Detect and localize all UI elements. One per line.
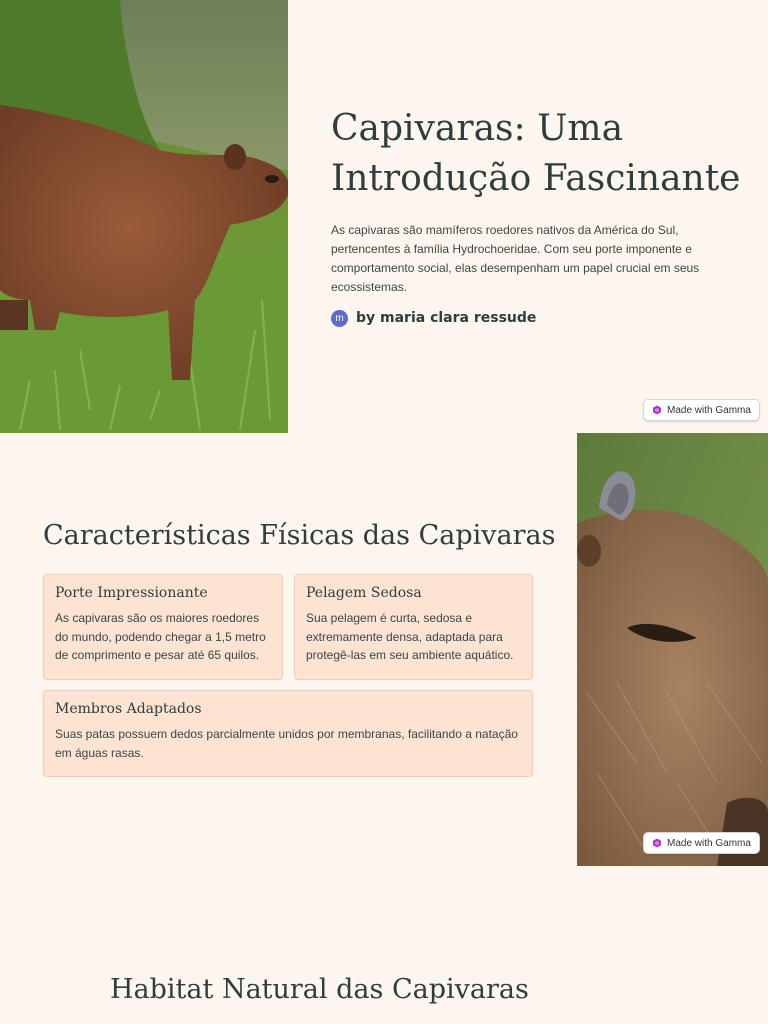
made-with-gamma-button[interactable] bbox=[643, 832, 760, 854]
page-title: Capivaras: Uma Introdução Fascinante bbox=[331, 108, 741, 199]
capybara-closeup-photo bbox=[577, 433, 768, 866]
intro-paragraph: As capivaras são mamíferos roedores nativos da América do Sul, pertencentes à família Hydrochoeridae. Com seu porte imponente e comportamento social, elas desempenham um papel crucial em seus ecossistemas. bbox=[331, 223, 700, 294]
card-text: Suas patas possuem dedos parcialmente unidos por membranas, facilitando a natação em águas rasas. bbox=[55, 727, 518, 760]
card-title: Porte Impressionante bbox=[55, 585, 208, 601]
physical-section-title: Características Físicas das Capivaras bbox=[43, 520, 556, 551]
card-title: Membros Adaptados bbox=[55, 701, 202, 717]
card-membros bbox=[43, 690, 533, 777]
made-with-gamma-label: Made with Gamma bbox=[667, 837, 751, 849]
habitat-section-title: Habitat Natural das Capivaras bbox=[110, 974, 529, 1005]
card-text: Sua pelagem é curta, sedosa e extremamente densa, adaptada para protegê-las em seu ambiente aquático. bbox=[306, 611, 514, 662]
gamma-logo-icon bbox=[652, 838, 662, 848]
card-pelagem bbox=[294, 574, 533, 680]
capybara-grass-photo bbox=[0, 0, 288, 433]
gamma-logo-icon bbox=[652, 405, 662, 415]
avatar: m bbox=[331, 310, 348, 327]
made-with-gamma-label: Made with Gamma bbox=[667, 404, 751, 416]
made-with-gamma-button[interactable] bbox=[643, 399, 760, 421]
card-title: Pelagem Sedosa bbox=[306, 585, 422, 601]
card-text: As capivaras são os maiores roedores do mundo, podendo chegar a 1,5 metro de comprimento e pesar até 65 quilos. bbox=[55, 611, 266, 662]
card-porte bbox=[43, 574, 283, 680]
author-byline[interactable] bbox=[331, 308, 536, 328]
author-name: by maria clara ressude bbox=[356, 310, 537, 326]
